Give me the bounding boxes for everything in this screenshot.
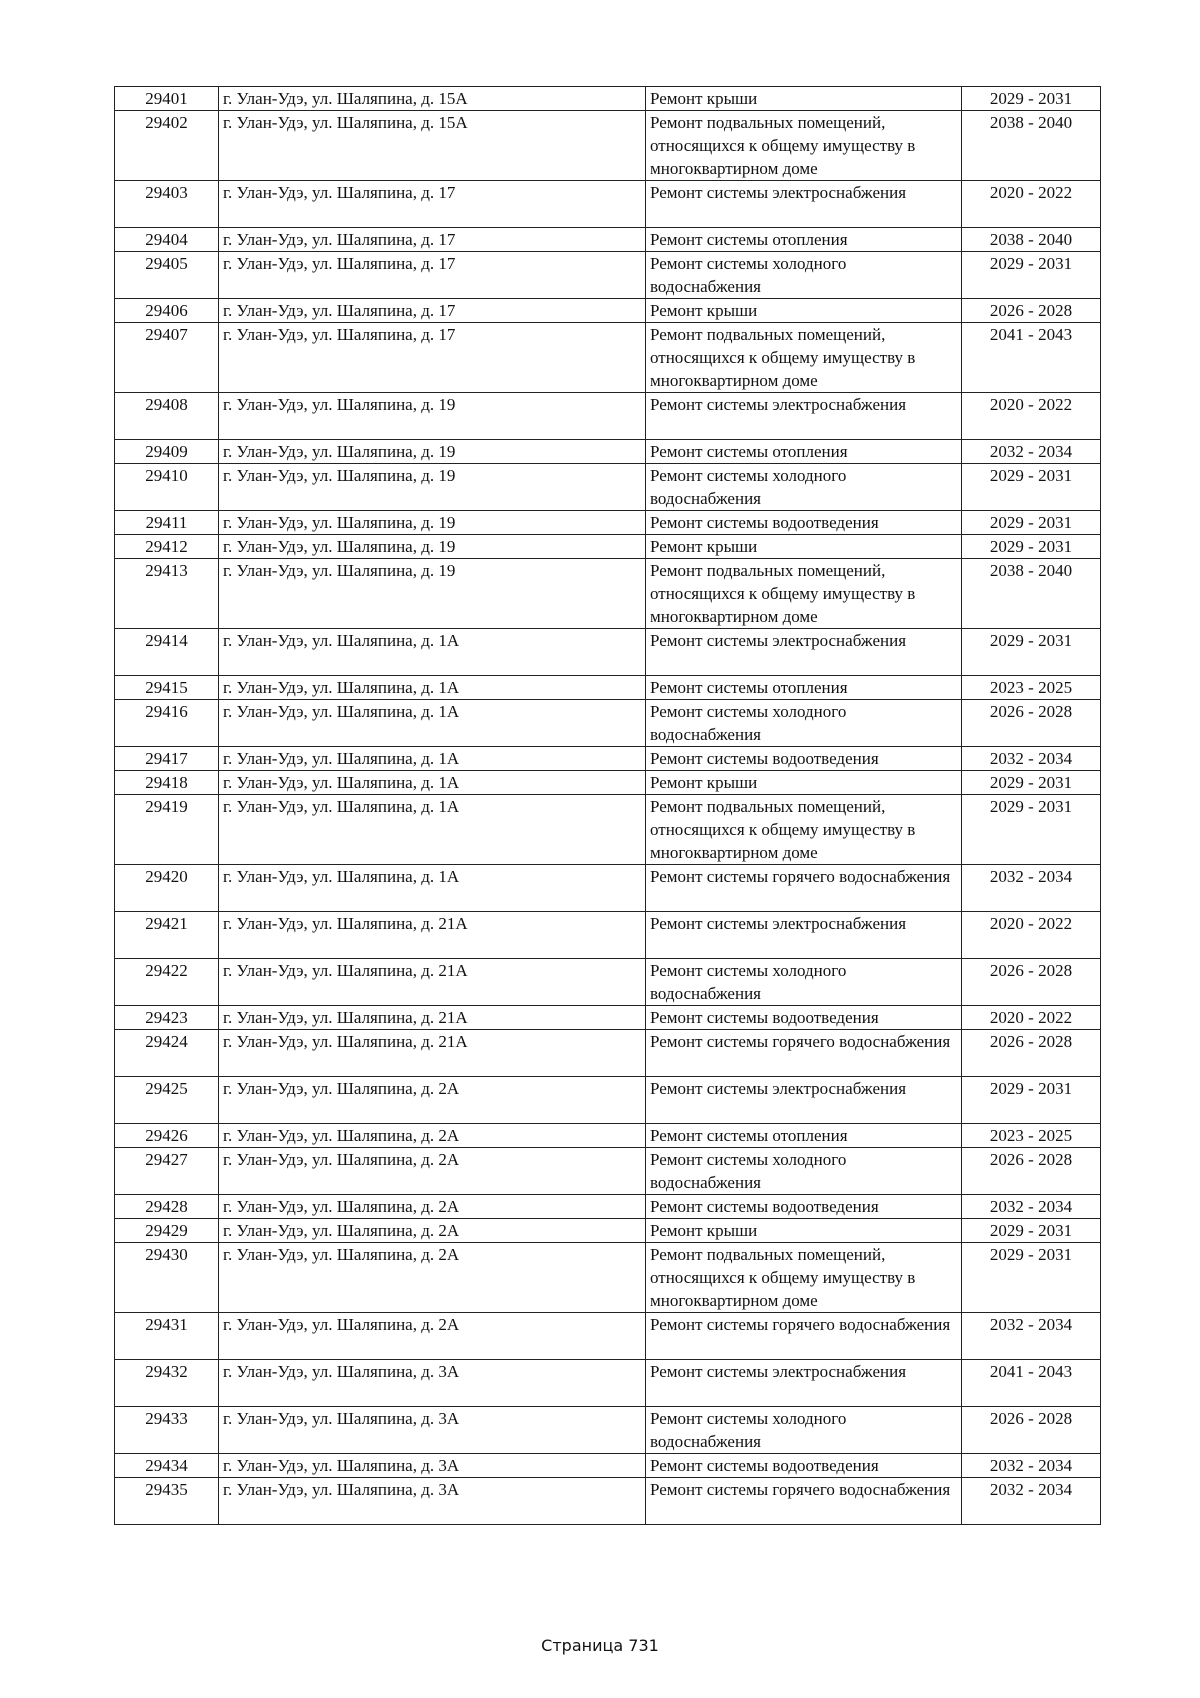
row-id: 29420 [115, 865, 219, 912]
row-years: 2026 - 2028 [962, 299, 1101, 323]
row-work: Ремонт системы электроснабжения [646, 1360, 962, 1407]
table-row [115, 1360, 1101, 1407]
row-id: 29423 [115, 1006, 219, 1030]
row-address: г. Улан-Удэ, ул. Шаляпина, д. 3А [219, 1360, 646, 1407]
row-address: г. Улан-Удэ, ул. Шаляпина, д. 21А [219, 959, 646, 1006]
row-id: 29428 [115, 1195, 219, 1219]
table-row [115, 865, 1101, 912]
row-years: 2029 - 2031 [962, 252, 1101, 299]
row-id: 29402 [115, 111, 219, 181]
row-work: Ремонт крыши [646, 771, 962, 795]
row-id: 29421 [115, 912, 219, 959]
row-id: 29431 [115, 1313, 219, 1360]
row-years: 2038 - 2040 [962, 228, 1101, 252]
row-years: 2041 - 2043 [962, 323, 1101, 393]
row-id: 29406 [115, 299, 219, 323]
row-years: 2029 - 2031 [962, 1077, 1101, 1124]
row-work: Ремонт подвальных помещений, относящихся к общему имуществу в многоквартирном доме [646, 1243, 962, 1313]
row-id: 29432 [115, 1360, 219, 1407]
row-address: г. Улан-Удэ, ул. Шаляпина, д. 21А [219, 1006, 646, 1030]
row-work: Ремонт системы холодного водоснабжения [646, 252, 962, 299]
row-address: г. Улан-Удэ, ул. Шаляпина, д. 2А [219, 1124, 646, 1148]
row-years: 2032 - 2034 [962, 747, 1101, 771]
row-years: 2032 - 2034 [962, 1454, 1101, 1478]
row-id: 29419 [115, 795, 219, 865]
table-row [115, 771, 1101, 795]
row-address: г. Улан-Удэ, ул. Шаляпина, д. 19 [219, 464, 646, 511]
row-id: 29418 [115, 771, 219, 795]
table-row [115, 181, 1101, 228]
row-address: г. Улан-Удэ, ул. Шаляпина, д. 19 [219, 535, 646, 559]
row-address: г. Улан-Удэ, ул. Шаляпина, д. 17 [219, 299, 646, 323]
row-years: 2032 - 2034 [962, 865, 1101, 912]
row-address: г. Улан-Удэ, ул. Шаляпина, д. 2А [219, 1195, 646, 1219]
row-id: 29411 [115, 511, 219, 535]
table-row [115, 959, 1101, 1006]
row-years: 2032 - 2034 [962, 440, 1101, 464]
table-row [115, 252, 1101, 299]
row-years: 2032 - 2034 [962, 1313, 1101, 1360]
table-row [115, 559, 1101, 629]
row-id: 29401 [115, 87, 219, 111]
row-address: г. Улан-Удэ, ул. Шаляпина, д. 1А [219, 676, 646, 700]
row-id: 29434 [115, 1454, 219, 1478]
row-work: Ремонт системы водоотведения [646, 1195, 962, 1219]
row-years: 2026 - 2028 [962, 1030, 1101, 1077]
row-work: Ремонт системы горячего водоснабжения [646, 1478, 962, 1525]
row-years: 2020 - 2022 [962, 181, 1101, 228]
row-address: г. Улан-Удэ, ул. Шаляпина, д. 19 [219, 393, 646, 440]
row-id: 29424 [115, 1030, 219, 1077]
table-row [115, 676, 1101, 700]
table-row [115, 511, 1101, 535]
row-address: г. Улан-Удэ, ул. Шаляпина, д. 21А [219, 912, 646, 959]
row-address: г. Улан-Удэ, ул. Шаляпина, д. 2А [219, 1148, 646, 1195]
row-address: г. Улан-Удэ, ул. Шаляпина, д. 1А [219, 795, 646, 865]
row-years: 2026 - 2028 [962, 1407, 1101, 1454]
row-work: Ремонт крыши [646, 299, 962, 323]
row-id: 29429 [115, 1219, 219, 1243]
table-row [115, 393, 1101, 440]
row-work: Ремонт системы водоотведения [646, 511, 962, 535]
row-id: 29410 [115, 464, 219, 511]
row-address: г. Улан-Удэ, ул. Шаляпина, д. 1А [219, 629, 646, 676]
table-row [115, 464, 1101, 511]
row-id: 29430 [115, 1243, 219, 1313]
row-years: 2029 - 2031 [962, 795, 1101, 865]
row-years: 2032 - 2034 [962, 1195, 1101, 1219]
row-id: 29409 [115, 440, 219, 464]
table-row [115, 912, 1101, 959]
row-address: г. Улан-Удэ, ул. Шаляпина, д. 1А [219, 865, 646, 912]
table-row [115, 440, 1101, 464]
row-address: г. Улан-Удэ, ул. Шаляпина, д. 17 [219, 323, 646, 393]
row-id: 29408 [115, 393, 219, 440]
row-work: Ремонт системы электроснабжения [646, 181, 962, 228]
row-id: 29426 [115, 1124, 219, 1148]
row-work: Ремонт крыши [646, 535, 962, 559]
row-years: 2029 - 2031 [962, 771, 1101, 795]
table-row [115, 1030, 1101, 1077]
row-id: 29427 [115, 1148, 219, 1195]
row-id: 29417 [115, 747, 219, 771]
table-row [115, 629, 1101, 676]
table-row [115, 323, 1101, 393]
row-address: г. Улан-Удэ, ул. Шаляпина, д. 17 [219, 252, 646, 299]
table-row [115, 1454, 1101, 1478]
row-years: 2023 - 2025 [962, 676, 1101, 700]
table-row [115, 1243, 1101, 1313]
row-work: Ремонт системы отопления [646, 228, 962, 252]
row-years: 2020 - 2022 [962, 1006, 1101, 1030]
row-id: 29413 [115, 559, 219, 629]
row-years: 2020 - 2022 [962, 912, 1101, 959]
row-work: Ремонт системы электроснабжения [646, 629, 962, 676]
row-work: Ремонт системы отопления [646, 676, 962, 700]
row-work: Ремонт системы горячего водоснабжения [646, 1313, 962, 1360]
table-row [115, 700, 1101, 747]
row-years: 2023 - 2025 [962, 1124, 1101, 1148]
table-row [115, 228, 1101, 252]
table-row [115, 1124, 1101, 1148]
row-address: г. Улан-Удэ, ул. Шаляпина, д. 15А [219, 111, 646, 181]
table-row [115, 1077, 1101, 1124]
capital-repair-table [114, 86, 1101, 1525]
table-row [115, 87, 1101, 111]
table-row [115, 111, 1101, 181]
row-id: 29435 [115, 1478, 219, 1525]
row-years: 2026 - 2028 [962, 700, 1101, 747]
row-address: г. Улан-Удэ, ул. Шаляпина, д. 2А [219, 1219, 646, 1243]
table-row [115, 1195, 1101, 1219]
row-work: Ремонт системы холодного водоснабжения [646, 959, 962, 1006]
row-address: г. Улан-Удэ, ул. Шаляпина, д. 3А [219, 1478, 646, 1525]
table-row [115, 747, 1101, 771]
table-row [115, 299, 1101, 323]
row-work: Ремонт системы холодного водоснабжения [646, 1148, 962, 1195]
row-work: Ремонт системы холодного водоснабжения [646, 1407, 962, 1454]
row-id: 29414 [115, 629, 219, 676]
row-address: г. Улан-Удэ, ул. Шаляпина, д. 19 [219, 559, 646, 629]
row-work: Ремонт системы водоотведения [646, 1006, 962, 1030]
row-work: Ремонт системы электроснабжения [646, 393, 962, 440]
row-id: 29403 [115, 181, 219, 228]
row-address: г. Улан-Удэ, ул. Шаляпина, д. 1А [219, 700, 646, 747]
table-row [115, 795, 1101, 865]
table-row [115, 1006, 1101, 1030]
row-id: 29416 [115, 700, 219, 747]
row-address: г. Улан-Удэ, ул. Шаляпина, д. 2А [219, 1313, 646, 1360]
row-work: Ремонт системы горячего водоснабжения [646, 865, 962, 912]
row-address: г. Улан-Удэ, ул. Шаляпина, д. 3А [219, 1454, 646, 1478]
row-work: Ремонт системы холодного водоснабжения [646, 700, 962, 747]
row-years: 2029 - 2031 [962, 464, 1101, 511]
row-work: Ремонт подвальных помещений, относящихся к общему имуществу в многоквартирном доме [646, 111, 962, 181]
row-address: г. Улан-Удэ, ул. Шаляпина, д. 1А [219, 747, 646, 771]
row-address: г. Улан-Удэ, ул. Шаляпина, д. 19 [219, 511, 646, 535]
row-years: 2029 - 2031 [962, 1219, 1101, 1243]
row-id: 29433 [115, 1407, 219, 1454]
row-years: 2029 - 2031 [962, 535, 1101, 559]
table-row [115, 1148, 1101, 1195]
row-years: 2026 - 2028 [962, 1148, 1101, 1195]
row-years: 2029 - 2031 [962, 511, 1101, 535]
row-years: 2032 - 2034 [962, 1478, 1101, 1525]
row-address: г. Улан-Удэ, ул. Шаляпина, д. 15А [219, 87, 646, 111]
row-work: Ремонт системы водоотведения [646, 747, 962, 771]
row-id: 29404 [115, 228, 219, 252]
row-work: Ремонт системы горячего водоснабжения [646, 1030, 962, 1077]
row-id: 29425 [115, 1077, 219, 1124]
table-row [115, 1313, 1101, 1360]
row-work: Ремонт крыши [646, 87, 962, 111]
row-work: Ремонт подвальных помещений, относящихся к общему имуществу в многоквартирном доме [646, 559, 962, 629]
row-id: 29412 [115, 535, 219, 559]
table-row [115, 1407, 1101, 1454]
row-address: г. Улан-Удэ, ул. Шаляпина, д. 1А [219, 771, 646, 795]
row-work: Ремонт системы отопления [646, 440, 962, 464]
row-years: 2038 - 2040 [962, 111, 1101, 181]
row-work: Ремонт системы холодного водоснабжения [646, 464, 962, 511]
row-work: Ремонт системы отопления [646, 1124, 962, 1148]
row-years: 2038 - 2040 [962, 559, 1101, 629]
row-id: 29415 [115, 676, 219, 700]
row-address: г. Улан-Удэ, ул. Шаляпина, д. 17 [219, 181, 646, 228]
page-number: Страница 731 [541, 1636, 659, 1655]
row-work: Ремонт системы электроснабжения [646, 912, 962, 959]
row-years: 2029 - 2031 [962, 629, 1101, 676]
row-id: 29407 [115, 323, 219, 393]
table-row [115, 1219, 1101, 1243]
row-work: Ремонт подвальных помещений, относящихся к общему имуществу в многоквартирном доме [646, 795, 962, 865]
row-years: 2020 - 2022 [962, 393, 1101, 440]
row-address: г. Улан-Удэ, ул. Шаляпина, д. 17 [219, 228, 646, 252]
row-address: г. Улан-Удэ, ул. Шаляпина, д. 19 [219, 440, 646, 464]
row-address: г. Улан-Удэ, ул. Шаляпина, д. 2А [219, 1243, 646, 1313]
table-body [115, 87, 1101, 1525]
row-years: 2026 - 2028 [962, 959, 1101, 1006]
row-work: Ремонт системы электроснабжения [646, 1077, 962, 1124]
table-row [115, 535, 1101, 559]
row-address: г. Улан-Удэ, ул. Шаляпина, д. 3А [219, 1407, 646, 1454]
row-years: 2029 - 2031 [962, 1243, 1101, 1313]
table-row [115, 1478, 1101, 1525]
row-id: 29405 [115, 252, 219, 299]
row-work: Ремонт системы водоотведения [646, 1454, 962, 1478]
row-years: 2041 - 2043 [962, 1360, 1101, 1407]
row-years: 2029 - 2031 [962, 87, 1101, 111]
row-work: Ремонт крыши [646, 1219, 962, 1243]
row-work: Ремонт подвальных помещений, относящихся к общему имуществу в многоквартирном доме [646, 323, 962, 393]
row-id: 29422 [115, 959, 219, 1006]
row-address: г. Улан-Удэ, ул. Шаляпина, д. 2А [219, 1077, 646, 1124]
row-address: г. Улан-Удэ, ул. Шаляпина, д. 21А [219, 1030, 646, 1077]
